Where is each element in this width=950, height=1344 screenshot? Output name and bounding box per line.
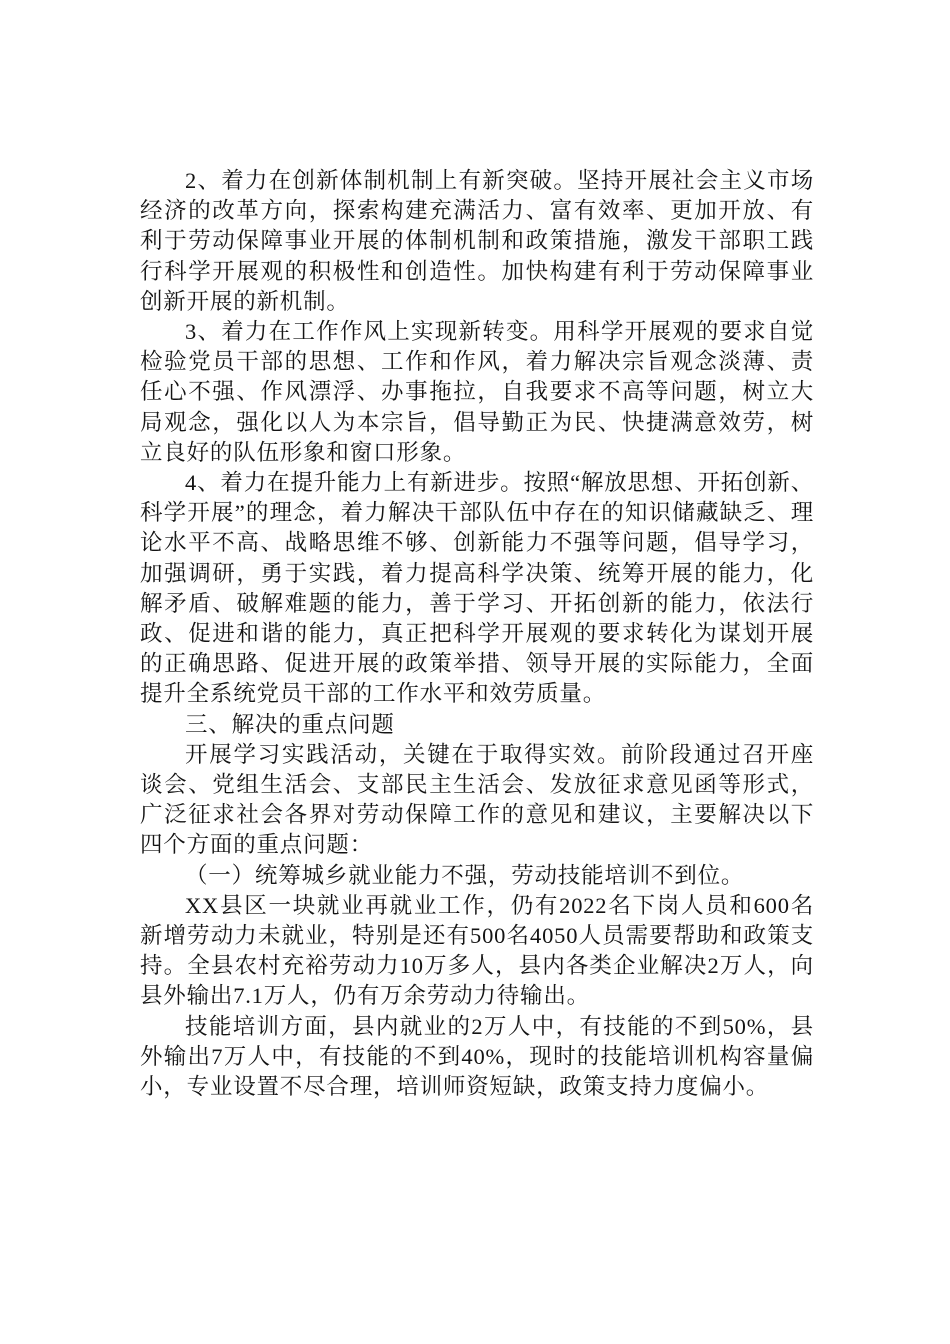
section-heading-key-problems: 三、解决的重点问题: [185, 711, 395, 737]
paragraph-problems-intro: 开展学习实践活动，关键在于取得实效。前阶段通过召开座谈会、党组生活会、支部民主生活会、发放征求意见函等形式，广泛征求社会各界对劳动保障工作的意见和建议，主要解决以下四个方面的重点问题：: [140, 741, 814, 858]
subsection-heading-employment-training: （一）统筹城乡就业能力不强，劳动技能培训不到位。: [185, 862, 745, 888]
paragraph-training-statistics: 技能培训方面，县内就业的2万人中，有技能的不到50%，县外输出7万人中，有技能的不到40%，现时的技能培训机构容量偏小，专业设置不尽合理，培训师资短缺，政策支持力度偏小。: [140, 1013, 814, 1100]
paragraph-institutional-innovation: 2、着力在创新体制机制上有新突破。坚持开展社会主义市场经济的改革方向，探索构建充满活力、富有效率、更加开放、有利于劳动保障事业开展的体制机制和政策措施，激发干部职工践行科学开展观的积极性和创造性。加快构建有利于劳动保障事业创新开展的新机制。: [140, 168, 814, 314]
paragraph-capability-improvement: 4、着力在提升能力上有新进步。按照“解放思想、开拓创新、科学开展”的理念，着力解决干部队伍中存在的知识储藏缺乏、理论水平不高、战略思维不够、创新能力不强等问题，倡导学习，加强调研，勇于实践，着力提高科学决策、统筹开展的能力，化解矛盾、破解难题的能力，善于学习、开拓创新的能力，依法行政、促进和谐的能力，真正把科学开展观的要求转化为谋划开展的正确思路、促进开展的政策举措、领导开展的实际能力，全面提升全系统党员干部的工作水平和效劳质量。: [140, 470, 814, 707]
paragraph-employment-statistics: XX县区一块就业再就业工作，仍有2022名下岗人员和600名新增劳动力未就业，特别是还有500名4050人员需要帮助和政策支持。全县农村充裕劳动力10万多人，县内各类企业解决2万人，向县外输出7.1万人，仍有万余劳动力待输出。: [140, 892, 814, 1009]
paragraph-work-style: 3、着力在工作作风上实现新转变。用科学开展观的要求自觉检验党员干部的思想、工作和作风，着力解决宗旨观念淡薄、责任心不强、作风漂浮、办事拖拉，自我要求不高等问题，树立大局观念，强化以人为本宗旨，倡导勤正为民、快捷满意效劳，树立良好的队伍形象和窗口形象。: [140, 319, 814, 465]
